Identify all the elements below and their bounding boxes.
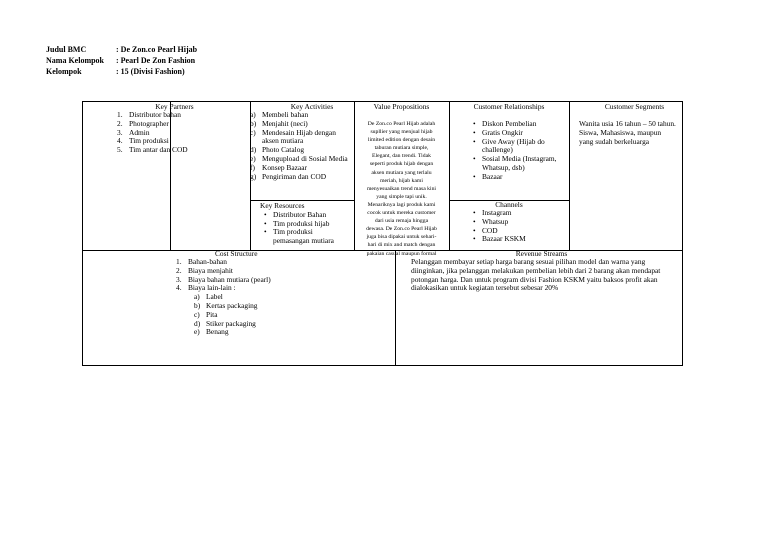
list-item: • Tim produksi pemasangan mutiara (260, 228, 350, 246)
revenue-streams-title: Revenue Streams (515, 249, 568, 258)
header-row-group-number: Kelompok : 15 (Divisi Fashion) (46, 67, 185, 76)
list-item: 4. Tim produksi (117, 136, 169, 146)
customer-segments-section (569, 102, 682, 250)
list-item: • Whatsup (469, 218, 565, 227)
cost-structure-list (176, 258, 271, 337)
list-item: g) Pengiriman dan COD (250, 171, 327, 181)
header-row-group-name: Nama Kelompok : Pearl De Zon Fashion (46, 56, 196, 65)
list-item: c) Pita (194, 309, 218, 319)
list-item: e) Benang (194, 327, 229, 337)
customer-segments-text: Wanita usia 16 tahun – 50 tahun. Siswa, Mahasiswa, maupun yang sudah berkeluarga (579, 119, 676, 146)
list-item: • Diskon Pembelian (469, 120, 565, 129)
list-item: 2. Biaya menjahit (176, 265, 233, 275)
channels-section (449, 200, 569, 250)
customer-relationships-section (449, 102, 569, 200)
list-item: • Tim produksi hijab (260, 220, 350, 229)
channels-title: Channels (495, 200, 523, 209)
list-item: • Sosial Media (Instagram, Whatsup, dsb) (469, 155, 565, 173)
header-block (46, 44, 197, 77)
list-item: e) Mengupload di Sosial Media (250, 153, 348, 163)
key-partners-section (83, 102, 250, 250)
business-model-canvas (82, 101, 683, 366)
list-item: 2. Photographer (117, 118, 169, 128)
list-item: • Gratis Ongkir (469, 129, 565, 138)
list-item: • COD (469, 227, 565, 236)
revenue-streams-section (395, 250, 682, 366)
cost-structure-subitems (194, 293, 271, 337)
list-item: 1. Bahan-bahan (176, 257, 227, 266)
list-item: d) Photo Catalog (250, 145, 305, 155)
key-resources-section (250, 200, 354, 250)
key-partners-title: Key Partners (155, 102, 194, 111)
list-item: • Instagram (469, 209, 565, 218)
revenue-streams-text: Pelanggan membayar setiap harga barang sesuai pilihan model dan warna yang diinginkan, jika pelanggan melakukan pembelian lebih dari 2 barang akan mendapat potongan harga. Dan untuk program divisi Fashion KSKM yaitu baksos profit akan dialokasikan untuk kegiatan tersebut sebesar 20% (411, 257, 661, 293)
list-item: • Distributor Bahan (260, 211, 350, 220)
list-item: c) Mendesain Hijab dengan aksen mutiara (250, 127, 336, 146)
list-item: 3. Admin (117, 127, 150, 137)
customer-relationships-title: Customer Relationships (473, 102, 545, 111)
value-propositions-title: Value Propositions (373, 102, 430, 111)
key-activities-title: Key Activities (290, 102, 334, 111)
value-propositions-text: De Zon.co Pearl Hijab adalah supllier yang menjual hijab limited edition dengan desain taburan mutiara simple, Elegant, dan trendi. Tidak seperti produk hijab dengan aksen mutiara yang terlalu meriah, hijab kami menyesuaikan trend masa kini yang simple tapi unik. Menariknya lagi produk kami cocok untuk mereka customer dari usia remaja hingga dewasa. De Zon.co Pearl Hijab juga bisa dipakai untuk sehari- hari di mix and match dengan pakaian casual maupun formal (366, 121, 437, 257)
list-item: 3. Biaya bahan mutiara (pearl) (176, 274, 271, 284)
key-partners-list (117, 111, 244, 155)
list-item: d) Stiker packaging (194, 318, 256, 328)
cost-structure-section (83, 250, 395, 366)
list-item: 1. Distributor bahan (117, 110, 181, 119)
list-item: • Bazaar (469, 173, 565, 182)
list-item: b) Menjahit (neci) (250, 118, 308, 128)
channels-list (469, 209, 565, 244)
list-item: a) Label (194, 292, 223, 302)
key-resources-title: Key Resources (260, 201, 305, 210)
key-activities-section (250, 102, 354, 200)
key-resources-list (260, 211, 350, 246)
list-item: • Bazaar KSKM (469, 235, 565, 244)
customer-segments-title: Customer Segments (604, 102, 665, 111)
value-propositions-section (354, 102, 449, 257)
list-item: b) Kertas packaging (194, 300, 258, 310)
customer-relationships-list (469, 120, 565, 182)
list-item: 4. Biaya lain-lain : (176, 283, 236, 293)
header-row-title: Judul BMC : De Zon.co Pearl Hijab (46, 45, 198, 54)
list-item: 5. Tim antar dan COD (117, 145, 188, 155)
key-activities-list (250, 111, 354, 181)
list-item: • Give Away (Hijab do challenge) (469, 138, 565, 156)
list-item: a) Membeli bahan (250, 110, 309, 119)
cost-structure-title: Cost Structure (215, 249, 258, 258)
cost-structure-items (176, 258, 271, 293)
list-item: f) Konsep Bazaar (250, 162, 307, 172)
